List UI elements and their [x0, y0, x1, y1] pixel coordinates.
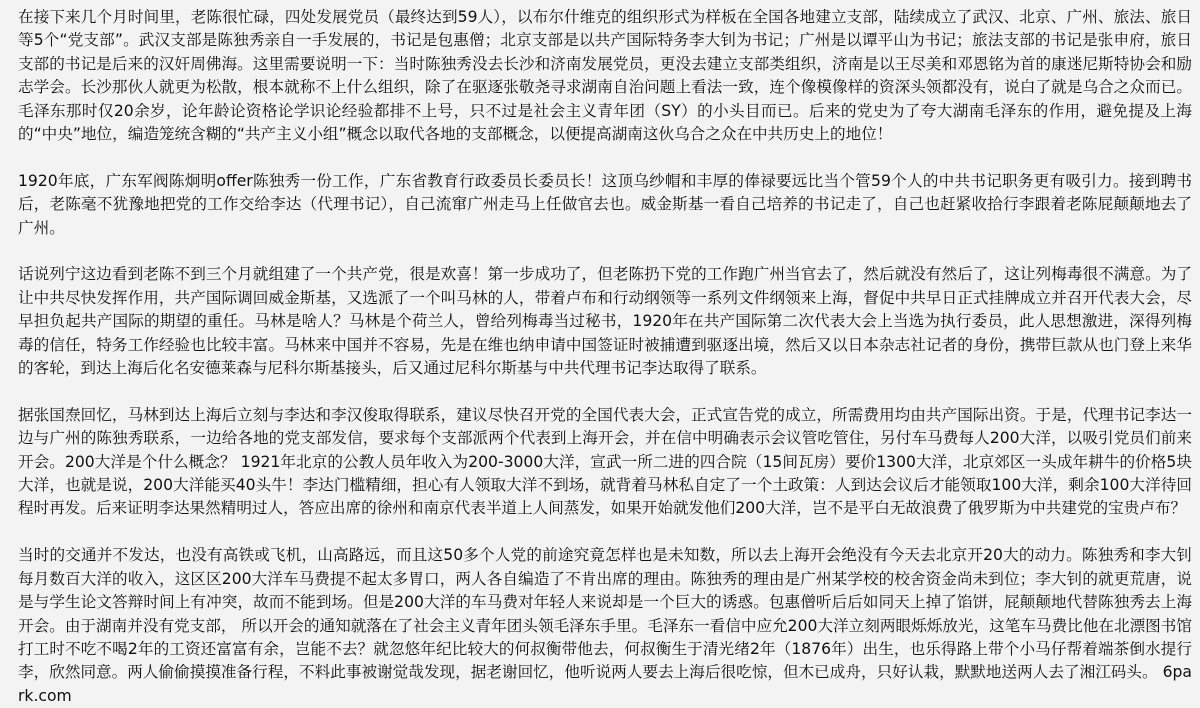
article-paragraph-5: 当时的交通并不发达，也没有高铁或飞机，山高路远，而且这50多个人党的前途究竟怎样也是未知数，所以去上海开会绝没有今天去北京开20大的动力。陈独秀和李大钊每月数百大洋的收入，这区区200大洋车马费提不起太多胃口，两人各自编造了不肯出席的理由。陈独秀的理由是广州某学校的校舍资金尚未到位；李大钊的就更荒唐，说是与学生论文答辩时间上有冲突，故而不能到场。但是200大洋的车马费对年轻人来说却是一个巨大的诱惑。包惠僧听后后如同天上掉了馅饼，屁颠颠地代替陈独秀去上海开会。由于湖南并没有党支部， 所以开会的通知就落在了社会主义青年团头领毛泽东手里。毛泽东一看信中应允200大洋立刻两眼烁烁放光，这笔车马费比他在北漂图书馆打工时不吃不喝2年的工资还富富有余，岂能不去？就忽悠年纪比较大的何叔衡带他去，何叔衡生于清光绪2年（1876年）出生，也乐得路上带个小马仔帮着端茶倒水提行李，欣然同意。两人偷偷摸摸准备行程，不料此事被谢觉哉发现，据老谢回忆，他听说两人要去上海后很吃惊，但木已成舟，只好认栽，默默地送两人去了湘江码头。 6park.com [18, 546, 1192, 705]
article-paragraph-4: 据张国焘回忆，马林到达上海后立刻与李达和李汉俊取得联系，建议尽快召开党的全国代表大会，正式宣告党的成立，所需费用均由共产国际出资。于是，代理书记李达一边与广州的陈独秀联系，一边给各地的党支部发信，要求每个支部派两个代表到上海开会，并在信中明确表示会议管吃管住，另付车马费每人200大洋，以吸引党员们前来开会。200大洋是个什么概念？ 1921年北京的公教人员年收入为200-3000大洋，宣武一所二进的四合院（15间瓦房）要价1300大洋，北京郊区一头成年耕牛的价格5块大洋，也就是说，200大洋能买40头牛！李达门槛精细，担心有人领取大洋不到场，就背着马林私自定了一个土政策：人到达会议后才能领取100大洋，剩余100大洋待回程时再发。后来证明李达果然精明过人，答应出席的徐州和南京代表半道上人间蒸发，如果开始就发他们200大洋，岂不是平白无故浪费了俄罗斯为中共建党的宝贵卢布？ [18, 405, 1192, 518]
article-paragraph-1: 在接下来几个月时间里，老陈很忙碌，四处发展党员（最终达到59人），以布尔什维克的组织形式为样板在全国各地建立支部，陆续成立了武汉、北京、广州、旅法、旅日等5个“党支部”。武汉支部是陈独秀亲自一手发展的，书记是包惠僧；北京支部是以共产国际特务李大钊为书记；广州是以谭平山为书记；旅法支部的书记是张申府，旅日支部的书记是后来的汉奸周佛海。这里需要说明一下：当时陈独秀没去长沙和济南发展党员，更没去建立支部类组织，济南是以王尽美和邓恩铭为首的康迷尼斯特协会和励志学会。长沙那伙人就更为松散，根本就称不上什么组织，除了在驱逐张敬尧寻求湖南自治问题上看法一致，连个像模像样的资深头领都没有，说白了就是乌合之众而已。毛泽东那时仅20余岁，论年龄论资格论学识论经验都排不上号，只不过是社会主义青年团（SY）的小头目而已。后来的党史为了夸大湖南毛泽东的作用，避免提及上海的“中央”地位，编造笼统含糊的“共产主义小组”概念以取代各地的支部概念，以便提高湖南这伙乌合之众在中共历史上的地位！ [18, 8, 1192, 144]
article-paragraph-3: 话说列宁这边看到老陈不到三个月就组建了一个共产党，很是欢喜！第一步成功了，但老陈扔下党的工作跑广州当官去了，然后就没有然后了，这让列梅毒很不满意。为了让中共尽快发挥作用，共产国际调回威金斯基，又选派了一个叫马林的人，带着卢布和行动纲领等一系列文件纲领来上海，督促中共早日正式挂牌成立并召开代表大会，尽早担负起共产国际的期望的重任。马林是啥人？马林是个荷兰人，曾给列梅毒当过秘书，1920年在共产国际第二次代表大会上当选为执行委员，此人思想激进，深得列梅毒的信任，特务工作经验也比较丰富。马林来中国并不容易，先是在维也纳申请中国签证时被捕遭到驱逐出境，然后又以日本杂志社记者的身份，携带巨款从也门登上来华的客轮，到达上海后化名安德莱森与尼科尔斯基接头，后又通过尼科尔斯基与中共代理书记李达取得了联系。 [18, 265, 1192, 378]
article-paragraph-2: 1920年底，广东军阀陈炯明offer陈独秀一份工作，广东省教育行政委员长委员长！这顶乌纱帽和丰厚的俸禄要远比当个管59个人的中共书记职务更有吸引力。接到聘书后，老陈毫不犹豫地把党的工作交给李达（代理书记），自己流窜广州走马上任做官去也。威金斯基一看自己培养的书记走了，自己也赶紧收拾行李跟着老陈屁颠颠地去了广州。 [18, 171, 1192, 237]
